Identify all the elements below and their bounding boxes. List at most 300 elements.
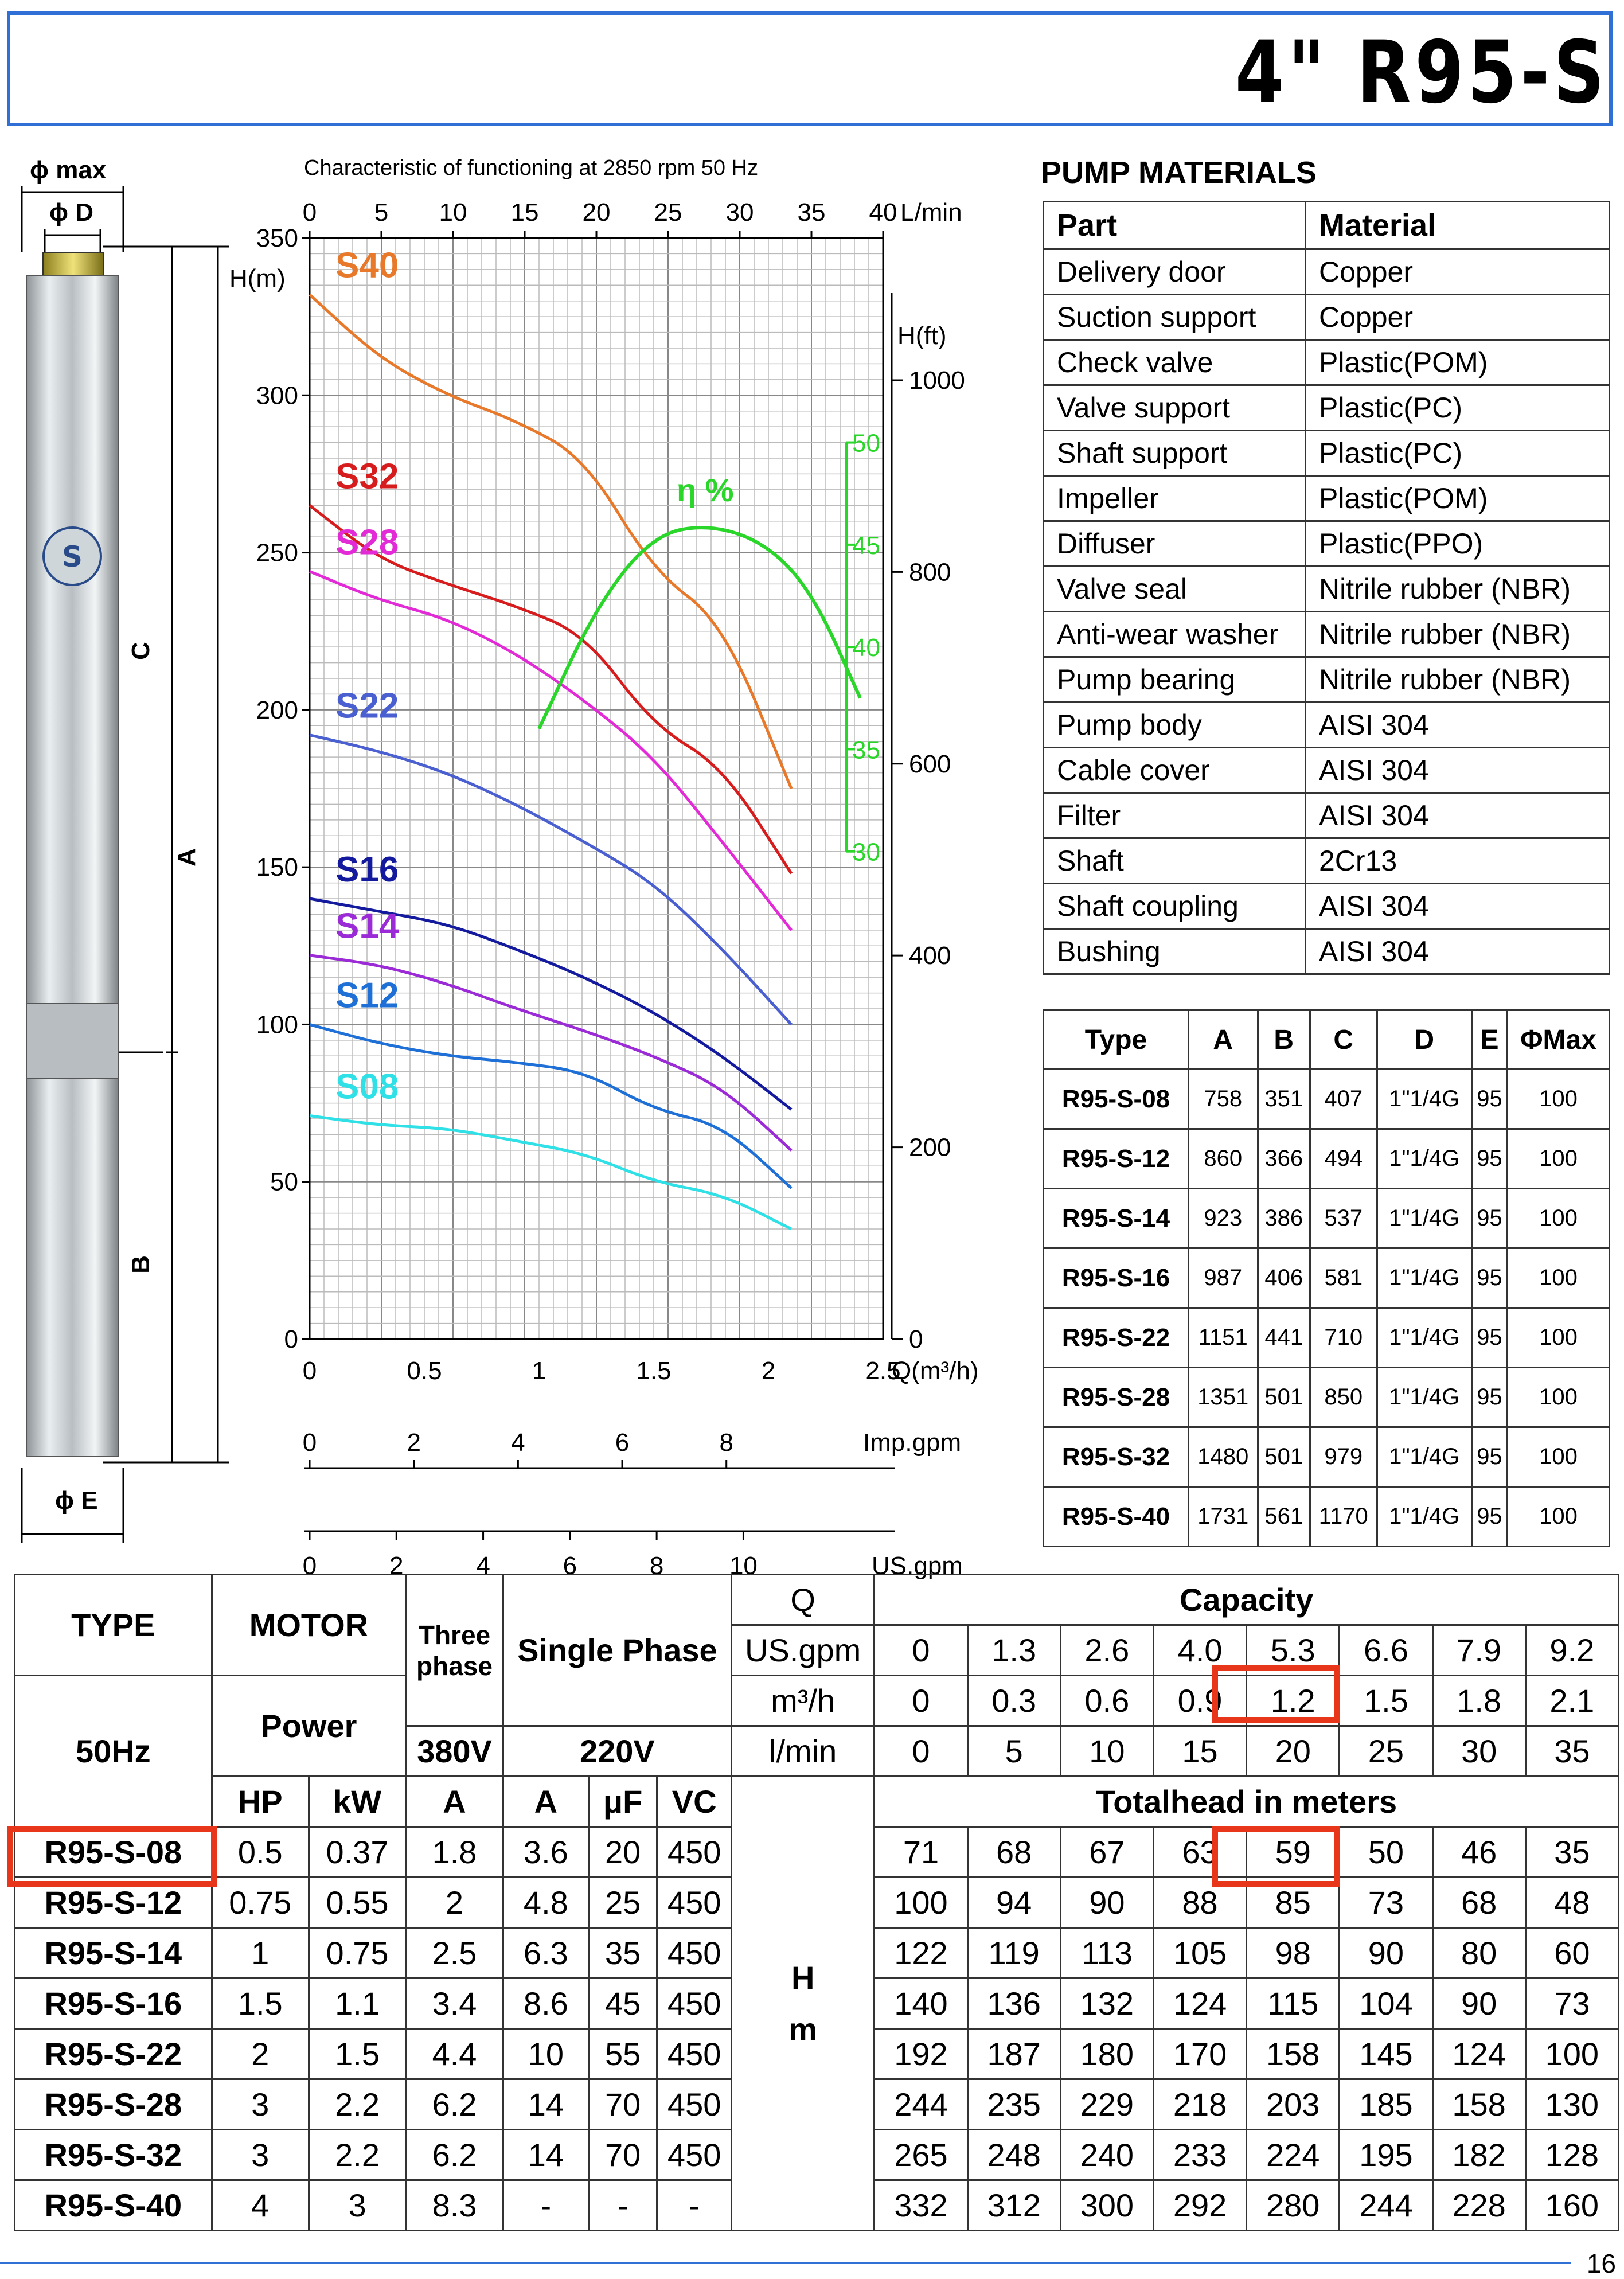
x-tick-label: 0.5: [407, 1357, 442, 1385]
perf-head: 48: [1525, 1878, 1618, 1928]
usgpm-value: 6.6: [1340, 1625, 1432, 1676]
type-header: TYPE: [15, 1575, 212, 1676]
perf-head: 145: [1340, 2029, 1432, 2079]
dim-cell: 351: [1258, 1070, 1310, 1129]
x-tick-label: 1.5: [636, 1357, 672, 1385]
material-part: Delivery door: [1044, 249, 1306, 295]
materials-row: [1044, 521, 1610, 567]
dim-cell: 987: [1189, 1248, 1258, 1308]
eff-tick-label: 35: [852, 736, 880, 764]
dim-row: [1044, 1487, 1610, 1547]
perf-head: 71: [875, 1827, 967, 1878]
top-tick-label: 5: [374, 198, 389, 227]
top-tick-label: 25: [654, 198, 682, 227]
materials-row: [1044, 703, 1610, 748]
perf-head: 100: [1525, 2029, 1618, 2079]
dim-header: C: [1310, 1010, 1377, 1070]
lmin-axis-label: L/min: [900, 198, 962, 227]
perf-head: 233: [1153, 2130, 1246, 2180]
dim-cell: 95: [1471, 1427, 1507, 1487]
lmin-value: 20: [1247, 1726, 1340, 1777]
us-gpm-tick-label: 2: [389, 1552, 404, 1580]
perf-head: 90: [1340, 1928, 1432, 1978]
dim-cell: 1351: [1189, 1368, 1258, 1427]
perf-head: 158: [1247, 2029, 1340, 2079]
y-axis-label: H(m): [229, 264, 286, 292]
perf-uf: 20: [588, 1827, 657, 1878]
ft-tick-label: 1000: [909, 366, 965, 395]
materials-row: [1044, 385, 1610, 431]
perf-head: 119: [967, 1928, 1060, 1978]
material-part: Suction support: [1044, 295, 1306, 340]
dim-a-label: A: [172, 848, 201, 867]
phi-max-label: ϕ max: [30, 156, 107, 184]
dim-cell: 95: [1471, 1070, 1507, 1129]
perf-vc: 450: [657, 1978, 732, 2029]
m3h-value: 0.3: [967, 1676, 1060, 1726]
lmin-value: 30: [1432, 1726, 1525, 1777]
material-value: Copper: [1306, 249, 1610, 295]
y-tick-label: 200: [256, 696, 298, 724]
dim-header: E: [1471, 1010, 1507, 1070]
perf-head: 67: [1060, 1827, 1153, 1878]
ft-tick-label: 0: [909, 1325, 923, 1353]
material-part: Filter: [1044, 793, 1306, 838]
perf-kw: 0.75: [309, 1928, 405, 1978]
dim-cell: 100: [1508, 1129, 1610, 1189]
material-part: Shaft coupling: [1044, 884, 1306, 929]
material-part: Shaft support: [1044, 431, 1306, 476]
perf-head: 68: [1432, 1878, 1525, 1928]
material-part: Valve support: [1044, 385, 1306, 431]
m3h-value: 0: [875, 1676, 967, 1726]
material-value: AISI 304: [1306, 748, 1610, 793]
materials-row: [1044, 249, 1610, 295]
perf-head: 35: [1525, 1827, 1618, 1878]
series-label-s16: S16: [335, 850, 399, 889]
perf-uf: 25: [588, 1878, 657, 1928]
materials-row: [1044, 793, 1610, 838]
x-axis-label: Q(m³/h): [892, 1357, 979, 1385]
dim-cell: 1731: [1189, 1487, 1258, 1547]
perf-head: 98: [1247, 1928, 1340, 1978]
us-gpm-tick-label: 0: [302, 1552, 317, 1580]
lmin-value: 5: [967, 1726, 1060, 1777]
perf-head: 50: [1340, 1827, 1432, 1878]
lmin-value: 25: [1340, 1726, 1432, 1777]
material-value: Nitrile rubber (NBR): [1306, 612, 1610, 657]
perf-a1: 14: [503, 2130, 588, 2180]
perf-uf: 70: [588, 2130, 657, 2180]
perf-uf: 55: [588, 2029, 657, 2079]
material-value: AISI 304: [1306, 703, 1610, 748]
perf-uf: 35: [588, 1928, 657, 1978]
perf-a1: 14: [503, 2079, 588, 2130]
perf-hp: 3: [212, 2130, 309, 2180]
usgpm-value: 7.9: [1432, 1625, 1525, 1676]
hz-header: 50Hz: [15, 1676, 212, 1827]
m3h-value: 1.2: [1247, 1676, 1340, 1726]
perf-vc: 450: [657, 2130, 732, 2180]
dim-cell: 100: [1508, 1487, 1610, 1547]
dim-row: [1044, 1129, 1610, 1189]
perf-kw: 0.37: [309, 1827, 405, 1878]
single-phase-header: Single Phase: [503, 1575, 731, 1726]
material-part: Impeller: [1044, 476, 1306, 521]
dim-cell: 561: [1258, 1487, 1310, 1547]
perf-head: 105: [1153, 1928, 1246, 1978]
dim-cell: 95: [1471, 1189, 1507, 1248]
h-label: H: [791, 1959, 815, 1996]
x-tick-label: 2: [761, 1357, 776, 1385]
perf-type: R95-S-16: [15, 1978, 212, 2029]
perf-head: 203: [1247, 2079, 1340, 2130]
dim-cell: 494: [1310, 1129, 1377, 1189]
perf-kw: 3: [309, 2180, 405, 2231]
material-part: Anti-wear washer: [1044, 612, 1306, 657]
materials-row: [1044, 929, 1610, 974]
dim-row: [1044, 1427, 1610, 1487]
dim-cell: 100: [1508, 1070, 1610, 1129]
perf-head: 180: [1060, 2029, 1153, 2079]
perf-head: 104: [1340, 1978, 1432, 2029]
perf-vc: 450: [657, 1928, 732, 1978]
dim-type: R95-S-08: [1044, 1070, 1189, 1129]
highlight-head-59: [1212, 1826, 1340, 1887]
perf-head: 160: [1525, 2180, 1618, 2231]
us-gpm-tick-label: 6: [563, 1552, 577, 1580]
dim-b-label: B: [126, 1255, 155, 1274]
dim-cell: 95: [1471, 1487, 1507, 1547]
lmin-value: 10: [1060, 1726, 1153, 1777]
perf-head: 312: [967, 2180, 1060, 2231]
perf-head: 85: [1247, 1878, 1340, 1928]
perf-a3: 6.2: [406, 2079, 503, 2130]
perf-a1: 3.6: [503, 1827, 588, 1878]
top-tick-label: 35: [797, 198, 826, 227]
perf-hp: 2: [212, 2029, 309, 2079]
m3h-value: 1.8: [1432, 1676, 1525, 1726]
perf-head: 195: [1340, 2130, 1432, 2180]
perf-head: 88: [1153, 1878, 1246, 1928]
m3h-value: 2.1: [1525, 1676, 1618, 1726]
material-part: Pump bearing: [1044, 657, 1306, 703]
material-value: Copper: [1306, 295, 1610, 340]
perf-head: 115: [1247, 1978, 1340, 2029]
dim-c-label: C: [126, 642, 155, 660]
perf-kw: 0.55: [309, 1878, 405, 1928]
series-label-s08: S08: [335, 1067, 399, 1107]
lmin-label: l/min: [731, 1726, 874, 1777]
highlight-flow-1-2: [1212, 1665, 1340, 1723]
top-tick-label: 15: [510, 198, 539, 227]
perf-head: 94: [967, 1878, 1060, 1928]
ft-axis-label: H(ft): [897, 322, 947, 350]
perf-hp: 1: [212, 1928, 309, 1978]
materials-row: [1044, 657, 1610, 703]
dim-type: R95-S-16: [1044, 1248, 1189, 1308]
dim-cell: 1"1/4G: [1377, 1368, 1471, 1427]
material-value: AISI 304: [1306, 793, 1610, 838]
perf-type: R95-S-22: [15, 2029, 212, 2079]
eff-tick-label: 45: [852, 531, 880, 560]
perf-a3: 4.4: [406, 2029, 503, 2079]
dim-cell: 860: [1189, 1129, 1258, 1189]
perf-head: 136: [967, 1978, 1060, 2029]
perf-head: 60: [1525, 1928, 1618, 1978]
perf-type: R95-S-08: [15, 1827, 212, 1878]
dim-cell: 100: [1508, 1308, 1610, 1368]
materials-row: [1044, 838, 1610, 884]
top-tick-label: 0: [302, 198, 317, 227]
materials-row: [1044, 884, 1610, 929]
m-label: m: [788, 2011, 818, 2047]
dim-cell: 100: [1508, 1368, 1610, 1427]
dim-header: ΦMax: [1508, 1010, 1610, 1070]
perf-head: 292: [1153, 2180, 1246, 2231]
perf-type: R95-S-12: [15, 1878, 212, 1928]
y-tick-label: 300: [256, 381, 298, 410]
perf-head: 235: [967, 2079, 1060, 2130]
dim-header: A: [1189, 1010, 1258, 1070]
lmin-value: 15: [1153, 1726, 1246, 1777]
perf-head: 130: [1525, 2079, 1618, 2130]
material-value: Plastic(POM): [1306, 476, 1610, 521]
usgpm-value: 0: [875, 1625, 967, 1676]
materials-row: [1044, 748, 1610, 793]
perf-kw: 1.5: [309, 2029, 405, 2079]
dim-type: R95-S-22: [1044, 1308, 1189, 1368]
m3h-label: m³/h: [731, 1676, 874, 1726]
perf-vc: 450: [657, 2029, 732, 2079]
dim-header: B: [1258, 1010, 1310, 1070]
dim-cell: 1480: [1189, 1427, 1258, 1487]
perf-head: 244: [875, 2079, 967, 2130]
dim-cell: 581: [1310, 1248, 1377, 1308]
perf-uf: -: [588, 2180, 657, 2231]
perf-head: 170: [1153, 2029, 1246, 2079]
dim-cell: 758: [1189, 1070, 1258, 1129]
perf-head: 229: [1060, 2079, 1153, 2130]
perf-a3: 8.3: [406, 2180, 503, 2231]
usgpm-label: US.gpm: [731, 1625, 874, 1676]
material-value: Nitrile rubber (NBR): [1306, 657, 1610, 703]
perf-a1: 6.3: [503, 1928, 588, 1978]
usgpm-value: 4.0: [1153, 1625, 1246, 1676]
material-part: Pump body: [1044, 703, 1306, 748]
perf-kw: 1.1: [309, 1978, 405, 2029]
material-part: Bushing: [1044, 929, 1306, 974]
perf-head: 124: [1432, 2029, 1525, 2079]
perf-head: 73: [1340, 1878, 1432, 1928]
ft-tick-label: 200: [909, 1133, 951, 1162]
page-title: 4" R95-S: [1235, 23, 1608, 123]
eff-tick-label: 40: [852, 634, 880, 662]
v380-header: 380V: [406, 1726, 503, 1777]
perf-head: 132: [1060, 1978, 1153, 2029]
material-value: 2Cr13: [1306, 838, 1610, 884]
page-number: 16: [1586, 2249, 1616, 2278]
dim-type: R95-S-14: [1044, 1189, 1189, 1248]
series-label-s12: S12: [335, 975, 399, 1016]
x-tick-label: 0: [302, 1357, 317, 1385]
perf-a1: -: [503, 2180, 588, 2231]
dim-cell: 95: [1471, 1248, 1507, 1308]
usgpm-value: 5.3: [1247, 1625, 1340, 1676]
perf-head: 68: [967, 1827, 1060, 1878]
three-phase-header: Three phase: [406, 1575, 503, 1726]
material-part: Cable cover: [1044, 748, 1306, 793]
dim-type: R95-S-12: [1044, 1129, 1189, 1189]
dim-cell: 1"1/4G: [1377, 1487, 1471, 1547]
dim-cell: 95: [1471, 1368, 1507, 1427]
y-tick-label: 0: [284, 1325, 298, 1353]
materials-row: [1044, 567, 1610, 612]
perf-head: 265: [875, 2130, 967, 2180]
usgpm-value: 2.6: [1060, 1625, 1153, 1676]
imp-gpm-tick-label: 4: [511, 1429, 525, 1457]
dim-type: R95-S-32: [1044, 1427, 1189, 1487]
dim-row: [1044, 1308, 1610, 1368]
dim-row: [1044, 1368, 1610, 1427]
h-unit-cell: [731, 1777, 874, 2231]
a3-header: A: [406, 1777, 503, 1827]
materials-header-part: Part: [1044, 202, 1306, 249]
material-value: Plastic(PPO): [1306, 521, 1610, 567]
perf-head: 218: [1153, 2079, 1246, 2130]
dim-cell: 1"1/4G: [1377, 1189, 1471, 1248]
dim-cell: 441: [1258, 1308, 1310, 1368]
perf-head: 248: [967, 2130, 1060, 2180]
perf-head: 90: [1060, 1878, 1153, 1928]
eff-tick-label: 50: [852, 429, 880, 458]
dim-cell: 95: [1471, 1308, 1507, 1368]
perf-hp: 0.5: [212, 1827, 309, 1878]
dim-cell: 100: [1508, 1248, 1610, 1308]
ft-tick-label: 800: [909, 558, 951, 587]
series-label-s28: S28: [335, 522, 399, 563]
materials-table: [1043, 201, 1610, 975]
perf-a3: 2.5: [406, 1928, 503, 1978]
dim-cell: 386: [1258, 1189, 1310, 1248]
perf-a3: 6.2: [406, 2130, 503, 2180]
dim-cell: 406: [1258, 1248, 1310, 1308]
m3h-value: 1.5: [1340, 1676, 1432, 1726]
pump-drawing: [11, 155, 241, 1548]
perf-head: 158: [1432, 2079, 1525, 2130]
dim-cell: 537: [1310, 1189, 1377, 1248]
materials-row: [1044, 340, 1610, 385]
perf-vc: -: [657, 2180, 732, 2231]
dim-cell: 100: [1508, 1189, 1610, 1248]
perf-hp: 4: [212, 2180, 309, 2231]
perf-a3: 1.8: [406, 1827, 503, 1878]
phi-e-label: ϕ E: [55, 1486, 98, 1515]
perf-head: 332: [875, 2180, 967, 2231]
material-value: Plastic(POM): [1306, 340, 1610, 385]
series-label-s32: S32: [335, 456, 399, 497]
dim-cell: 710: [1310, 1308, 1377, 1368]
series-label-s22: S22: [335, 686, 399, 726]
dimensions-table: [1043, 1009, 1610, 1547]
dim-header: Type: [1044, 1010, 1189, 1070]
usgpm-value: 9.2: [1525, 1625, 1618, 1676]
perf-head: 90: [1432, 1978, 1525, 2029]
perf-a3: 2: [406, 1878, 503, 1928]
imp-gpm-tick-label: 2: [407, 1429, 421, 1457]
perf-kw: 2.2: [309, 2079, 405, 2130]
top-tick-label: 40: [869, 198, 897, 227]
perf-head: 300: [1060, 2180, 1153, 2231]
capacity-header: Capacity: [875, 1575, 1619, 1625]
lmin-value: 35: [1525, 1726, 1618, 1777]
perf-type: R95-S-28: [15, 2079, 212, 2130]
perf-head: 192: [875, 2029, 967, 2079]
material-value: Plastic(PC): [1306, 431, 1610, 476]
perf-vc: 450: [657, 2079, 732, 2130]
imp-gpm-tick-label: 6: [615, 1429, 630, 1457]
phi-d-label: ϕ D: [49, 198, 93, 227]
power-header: Power: [212, 1676, 406, 1777]
material-part: Diffuser: [1044, 521, 1306, 567]
y-tick-label: 50: [270, 1168, 298, 1196]
x-tick-label: 1: [532, 1357, 546, 1385]
perf-hp: 0.75: [212, 1878, 309, 1928]
materials-row: [1044, 295, 1610, 340]
eff-tick-label: 30: [852, 838, 880, 867]
perf-a1: 10: [503, 2029, 588, 2079]
perf-head: 100: [875, 1878, 967, 1928]
q-header: Q: [731, 1575, 874, 1625]
m3h-value: 0.9: [1153, 1676, 1246, 1726]
highlight-type-r95-s-08: [7, 1826, 217, 1887]
material-value: AISI 304: [1306, 929, 1610, 974]
perf-head: 122: [875, 1928, 967, 1978]
dim-cell: 366: [1258, 1129, 1310, 1189]
perf-kw: 2.2: [309, 2130, 405, 2180]
material-value: AISI 304: [1306, 884, 1610, 929]
y-tick-label: 100: [256, 1010, 298, 1039]
us-gpm-tick-label: 10: [729, 1552, 758, 1580]
us-gpm-label: US.gpm: [872, 1552, 963, 1580]
perf-head: 63: [1153, 1827, 1246, 1878]
motor-header: MOTOR: [212, 1575, 406, 1676]
dim-row: [1044, 1189, 1610, 1248]
dim-cell: 1"1/4G: [1377, 1308, 1471, 1368]
perf-type: R95-S-32: [15, 2130, 212, 2180]
perf-head: 46: [1432, 1827, 1525, 1878]
perf-head: 128: [1525, 2130, 1618, 2180]
material-value: Plastic(PC): [1306, 385, 1610, 431]
y-tick-label: 250: [256, 538, 298, 567]
material-part: Valve seal: [1044, 567, 1306, 612]
perf-head: 73: [1525, 1978, 1618, 2029]
ft-tick-label: 600: [909, 750, 951, 778]
dim-cell: 923: [1189, 1189, 1258, 1248]
m3h-value: 0.6: [1060, 1676, 1153, 1726]
y-tick-label: 150: [256, 853, 298, 882]
perf-head: 244: [1340, 2180, 1432, 2231]
perf-head: 59: [1247, 1827, 1340, 1878]
perf-uf: 45: [588, 1978, 657, 2029]
us-gpm-tick-label: 4: [476, 1552, 490, 1580]
perf-head: 187: [967, 2029, 1060, 2079]
performance-chart: [218, 149, 1038, 1580]
x-tick-label: 2.5: [865, 1357, 901, 1385]
materials-row: [1044, 476, 1610, 521]
perf-head: 224: [1247, 2130, 1340, 2180]
materials-row: [1044, 431, 1610, 476]
